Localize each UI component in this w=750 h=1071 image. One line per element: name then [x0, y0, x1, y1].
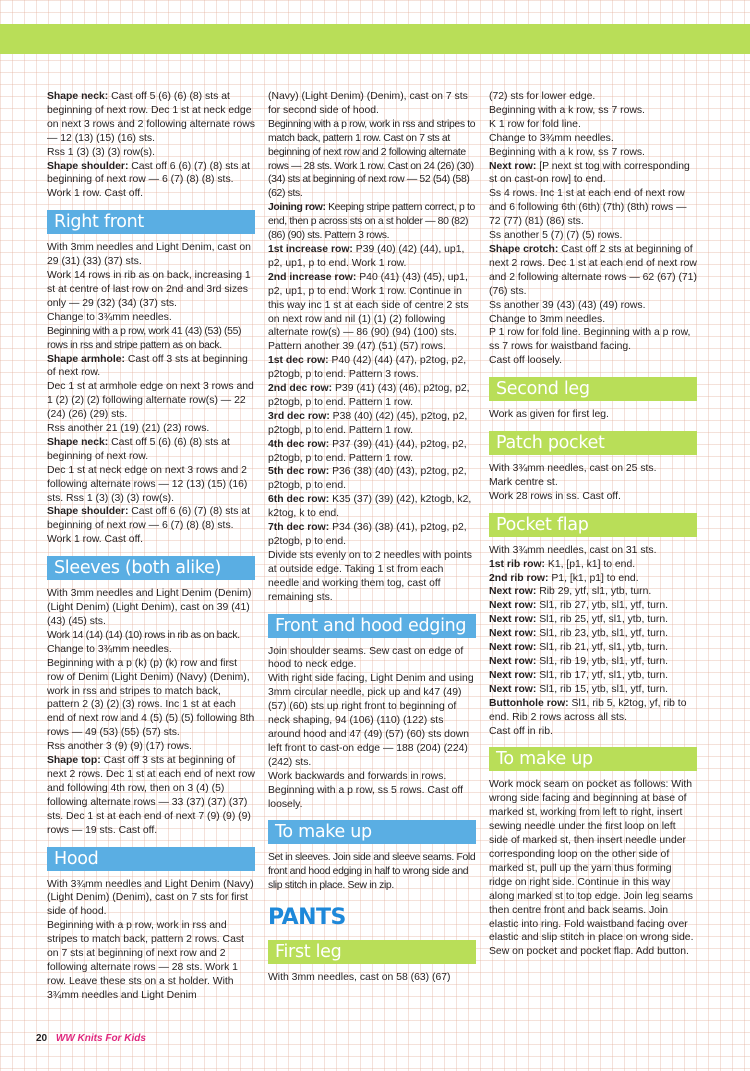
paragraph: Beginning with a k row, ss 7 rows.	[489, 146, 645, 158]
paragraph: With 3¾mm needles, cast on 31 sts.	[489, 544, 657, 556]
paragraph: K 1 row for fold line.	[489, 118, 581, 130]
paragraph: Set in sleeves. Join side and sleeve seams. Fold front and hood edging in half to wrong side and slip stitch in place. Sew in zip.	[268, 852, 476, 892]
paragraph: Work 28 rows in ss. Cast off.	[489, 490, 621, 502]
paragraph: Ss another 5 (7) (7) (5) rows.	[489, 230, 623, 242]
paragraph: Shape neck: Cast off 5 (6) (6) (8) sts at beginning of next row.	[47, 436, 230, 462]
paragraph: With 3mm needles and Light Denim, cast on 29 (31) (33) (37) sts.	[47, 242, 251, 268]
paragraph: Next row: Sl1, rib 25, ytf, sl1, ytb, turn.	[489, 614, 669, 626]
paragraph: Next row: Sl1, rib 21, ytf, sl1, ytb, turn.	[489, 642, 669, 654]
paragraph: Next row: Sl1, rib 27, ytb, sl1, ytf, turn.	[489, 600, 669, 612]
paragraph: Shape top: Cast off 3 sts at beginning of next 2 rows. Dec 1 st at each end of next row and following 4th row, then on 3 (4) (5) following alternate rows — 33 (37) (37) (37) sts. Dec 1 st at each end of next 7 (9) (9) (9) rows — 19 sts. Cast off.	[47, 755, 255, 836]
paragraph: Cast off in rib.	[489, 725, 553, 737]
paragraph: Work mock seam on pocket as follows: With wrong side facing and beginning at base of marked st, working from left to right, insert sewing needle under the first loop on left side of marked st, then insert needle under corresponding loop on the other side of marked st, pull up the yarn thus forming ridge on right side. Continue in this way along marked st to top edge. Join leg seams then centre front and back seams. Join elastic into ring. Fold waistband facing over elastic and slip stitch in place on wrong side. Sew on pocket and pocket flap. Add button.	[489, 779, 694, 958]
paragraph: 1st dec row: P40 (42) (44) (47), p2tog, p2, p2togb, p to end. Pattern 3 rows.	[268, 355, 467, 381]
section-header-first-leg: First leg	[268, 940, 476, 964]
paragraph: Work as given for first leg.	[489, 409, 609, 421]
section-header-front-hood-edging: Front and hood edging	[268, 614, 476, 638]
paragraph: 1st increase row: P39 (40) (42) (44), up1, p2, up1, p to end. Work 1 row.	[268, 243, 465, 269]
paragraph: 6th dec row: K35 (37) (39) (42), k2togb, k2, k2tog, k to end.	[268, 494, 472, 520]
paragraph: Rss another 3 (9) (9) (17) rows.	[47, 741, 192, 753]
paragraph: Next row: Rib 29, ytf, sl1, ytb, turn.	[489, 586, 652, 598]
paragraph: Rss another 21 (19) (21) (23) rows.	[47, 423, 210, 435]
paragraph: Shape shoulder: Cast off 6 (6) (7) (8) sts at beginning of next row — 6 (7) (8) (8) sts. Work 1 row. Cast off.	[47, 506, 251, 546]
paragraph: With right side facing, Light Denim and using 3mm circular needle, pick up and k47 (49) (57) (60) sts up right front to beginning of neck shaping, 94 (106) (110) (122) sts around hood and 47 (49) (57) (60) sts down left front to cast-on edge — 188 (204) (224) (242) sts.	[268, 673, 474, 768]
paragraph: Beginning with a p (k) (p) (k) row and first row of Denim (Light Denim) (Navy) (Denim), work in rss and stripes to match back, pattern 2 (3) (2) (3) rows. Inc 1 st at each end of next row and 4 (5) (5) (5) following 8th rows — 49 (53) (55) (57) sts.	[47, 657, 255, 739]
paragraph: Shape armhole: Cast off 3 sts at beginning of next row.	[47, 353, 248, 379]
paragraph: Work backwards and forwards in rows. Beginning with a p row, ss 5 rows. Cast off loosely.	[268, 770, 464, 810]
paragraph: 5th dec row: P36 (38) (40) (43), p2tog, p2, p2togb, p to end.	[268, 466, 467, 492]
column-right	[489, 90, 697, 959]
paragraph: 2nd dec row: P39 (41) (43) (46), p2tog, p2, p2togb, p to end. Pattern 1 row.	[268, 383, 470, 408]
paragraph: With 3mm needles, cast on 58 (63) (67)	[268, 972, 451, 984]
paragraph: Work 14 rows in rib as on back, increasing 1 st at centre of last row on 2nd and 3rd sizes only — 29 (32) (34) (37) sts.	[47, 270, 251, 309]
paragraph: (72) sts for lower edge.	[489, 91, 596, 102]
paragraph: (Navy) (Light Denim) (Denim), cast on 7 sts for second side of hood.	[268, 91, 468, 116]
paragraph: Joining row: Keeping stripe pattern correct, p to end, then p across sts on a st holder — 80 (82) (86) (90) sts. Pattern 3 rows.	[268, 202, 475, 242]
top-color-band	[0, 24, 750, 54]
paragraph: Buttonhole row: Sl1, rib 5, k2tog, yf, rib to end. Rib 2 rows across all sts.	[489, 697, 687, 723]
paragraph: Shape crotch: Cast off 2 sts at beginning of next 2 rows. Dec 1 st at each end of next row and 2 following alternate rows — 62 (67) (71) (76) sts.	[489, 243, 697, 297]
paragraph: 3rd dec row: P38 (40) (42) (45), p2tog, p2, p2togb, p to end. Pattern 1 row.	[268, 410, 468, 436]
paragraph: Mark centre st.	[489, 476, 558, 488]
section-header-second-leg: Second leg	[489, 377, 697, 401]
section-header-hood: Hood	[47, 847, 255, 871]
paragraph: Beginning with a p row, work in rss and stripes to match back, pattern 2 rows. Cast on 7 sts at beginning of next row and 2 following alternate rows — 28 sts. Work 1 row. Leave these sts on a st holder. With 3¾mm needles and Light Denim	[47, 920, 244, 1001]
pattern-title-pants: PANTS	[268, 905, 346, 931]
paragraph: With 3mm needles and Light Denim (Denim) (Light Denim) (Light Denim), cast on 39 (41) (43) (45) sts.	[47, 588, 252, 627]
page-number: 20	[36, 1033, 48, 1044]
paragraph: With 3¾mm needles, cast on 25 sts.	[489, 463, 657, 475]
paragraph: Next row: Sl1, rib 15, ytb, sl1, ytf, turn.	[489, 683, 669, 695]
paragraph: Work 14 (14) (14) (10) rows in rib as on back.	[47, 629, 240, 641]
column-left	[47, 90, 255, 1003]
section-header-pants-to-make-up: To make up	[489, 747, 697, 771]
paragraph: Next row: [P next st tog with corresponding st on cast-on row] to end.	[489, 160, 690, 186]
paragraph: 7th dec row: P34 (36) (38) (41), p2tog, p2, p2togb, p to end.	[268, 522, 467, 547]
paragraph: 2nd rib row: P1, [k1, p1] to end.	[489, 572, 639, 584]
paragraph: Next row: Sl1, rib 17, ytf, sl1, ytb, turn.	[489, 669, 669, 681]
paragraph: Change to 3¾mm needles.	[47, 311, 172, 323]
page-footer	[36, 1033, 146, 1044]
paragraph: Rss 1 (3) (3) (3) row(s).	[47, 146, 155, 158]
paragraph: Join shoulder seams. Sew cast on edge of hood to neck edge.	[268, 645, 464, 671]
paragraph: Beginning with a k row, ss 7 rows.	[489, 104, 645, 116]
paragraph: Divide sts evenly on to 2 needles with points at outside edge. Taking 1 st from each needle and working them tog, cast off remaining sts.	[268, 549, 472, 603]
paragraph: Shape neck: Cast off 5 (6) (6) (8) sts at beginning of next row. Dec 1 st at neck edge on next 3 rows and 2 following alternate rows — 12 (13) (15) (16) sts.	[47, 91, 255, 144]
paragraph: Cast off loosely.	[489, 355, 562, 367]
column-middle	[268, 90, 476, 985]
section-header-to-make-up: To make up	[268, 820, 476, 844]
paragraph: Shape shoulder: Cast off 6 (6) (7) (8) sts at beginning of next row — 6 (7) (8) (8) sts. Work 1 row. Cast off.	[47, 160, 251, 200]
paragraph: 2nd increase row: P40 (41) (43) (45), up1, p2, up1, p to end. Work 1 row. Continue in this way inc 1 st at each side of centre 2 sts on next row and nil (1) (1) (2) following alternate row(s) — 86 (90) (94) (100) sts. Pattern another 39 (47) (51) (57) rows.	[268, 271, 469, 353]
paragraph: P 1 row for fold line. Beginning with a p row, ss 7 rows for waistband facing.	[489, 327, 691, 353]
paragraph: Dec 1 st at neck edge on next 3 rows and 2 following alternate rows — 12 (13) (15) (16) sts. Rss 1 (3) (3) (3) row(s).	[47, 464, 248, 504]
paragraph: Ss another 39 (43) (43) (49) rows.	[489, 299, 646, 311]
section-header-patch-pocket: Patch pocket	[489, 431, 697, 455]
paragraph: With 3¾mm needles and Light Denim (Navy) (Light Denim) (Denim), cast on 7 sts for first side of hood.	[47, 878, 254, 918]
section-header-pocket-flap: Pocket flap	[489, 513, 697, 537]
paragraph: Change to 3¾mm needles.	[489, 132, 614, 144]
magazine-title: WW Knits For Kids	[55, 1033, 146, 1044]
paragraph: Next row: Sl1, rib 19, ytb, sl1, ytf, turn.	[489, 656, 669, 667]
section-header-right-front: Right front	[47, 210, 255, 234]
paragraph: Next row: Sl1, rib 23, ytb, sl1, ytf, turn.	[489, 628, 669, 640]
paragraph: Beginning with a p row, work 41 (43) (53) (55) rows in rss and stripe pattern as on back.	[47, 325, 242, 351]
paragraph: Beginning with a p row, work in rss and stripes to match back, pattern 1 row. Cast on 7 sts at beginning of next row and 2 following alternate rows — 28 sts. Work 1 row. Cast on 24 (26) (30) (34) sts at beginning of next row — 52 (54) (58) (62) sts.	[268, 118, 476, 200]
paragraph: 1st rib row: K1, [p1, k1] to end.	[489, 558, 636, 570]
paragraph: Change to 3¾mm needles.	[47, 643, 172, 655]
paragraph: Ss 4 rows. Inc 1 st at each end of next row and 6 following 6th (6th) (7th) (8th) rows — 72 (77) (81) (86) sts.	[489, 188, 687, 228]
section-header-sleeves: Sleeves (both alike)	[47, 556, 255, 580]
paragraph: 4th dec row: P37 (39) (41) (44), p2tog, p2, p2togb, p to end. Pattern 1 row.	[268, 438, 467, 464]
paragraph: Dec 1 st at armhole edge on next 3 rows and 1 (2) (2) (2) following alternate row(s) — 22 (24) (26) (29) sts.	[47, 381, 254, 421]
paragraph: Change to 3mm needles.	[489, 313, 606, 325]
